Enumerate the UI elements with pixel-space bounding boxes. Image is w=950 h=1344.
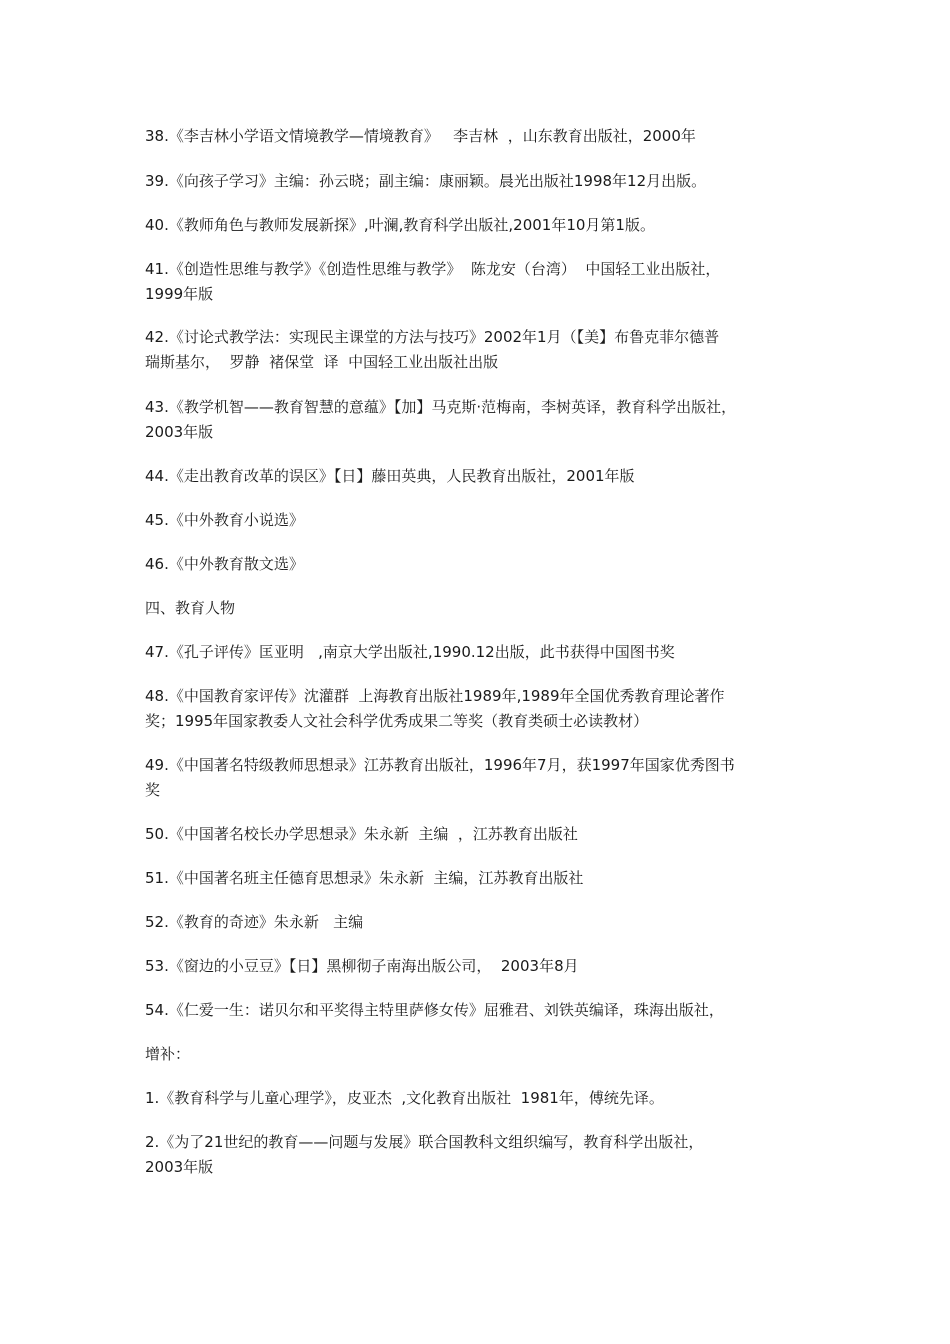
entry-49: 49.《中国著名特级教师思想录》江苏教育出版社，1996年7月，获1997年国家优秀图书 奖 (145, 756, 735, 799)
section-heading: 四、教育人物 (145, 599, 236, 617)
entry-46: 46.《中外教育散文选》 (145, 555, 304, 573)
entry-47: 47.《孔子评传》匡亚明 ,南京大学出版社,1990.12出版，此书获得中国图书奖 (145, 643, 675, 661)
entry-48: 48.《中国教育家评传》沈灌群 上海教育出版社1989年,1989年全国优秀教育理论著作 奖；1995年国家教委人文社会科学优秀成果二等奖（教育类硕士必读教材） (145, 687, 725, 730)
entry-40: 40.《教师角色与教师发展新探》,叶澜,教育科学出版社,2001年10月第1版。 (145, 216, 655, 234)
entry-38: 38.《李吉林小学语文情境教学—情境教育》 李吉林 ，山东教育出版社，2000年 (145, 127, 696, 145)
entry-39: 39.《向孩子学习》主编：孙云晓；副主编：康丽颖。晨光出版社1998年12月出版。 (145, 172, 707, 190)
entry-52: 52.《教育的奇迹》朱永新 主编 (145, 913, 364, 931)
supplement-entry-1: 1.《教育科学与儿童心理学》，皮亚杰 ,文化教育出版社 1981年，傅统先译。 (145, 1089, 664, 1107)
entry-44: 44.《走出教育改革的误区》【日】藤田英典，人民教育出版社，2001年版 (145, 467, 635, 485)
supplement-heading: 增补： (145, 1045, 191, 1063)
supplement-entry-2: 2.《为了21世纪的教育——问题与发展》联合国教科文组织编写，教育科学出版社， 2003年版 (145, 1133, 704, 1176)
entry-50: 50.《中国著名校长办学思想录》朱永新 主编 ，江苏教育出版社 (145, 825, 578, 843)
entry-54: 54.《仁爱一生：诺贝尔和平奖得主特里萨修女传》屈雅君、刘铁英编译，珠海出版社， (145, 1001, 724, 1019)
entry-51: 51.《中国著名班主任德育思想录》朱永新 主编，江苏教育出版社 (145, 869, 584, 887)
entry-42: 42.《讨论式教学法：实现民主课堂的方法与技巧》2002年1月（【美】布鲁克菲尔德普 瑞斯基尔， 罗静 褚保堂 译 中国轻工业出版社出版 (145, 328, 720, 371)
entry-43: 43.《教学机智——教育智慧的意蕴》【加】马克斯·范梅南，李树英译，教育科学出版社， 2003年版 (145, 398, 737, 441)
entry-41: 41.《创造性思维与教学》《创造性思维与教学》 陈龙安（台湾） 中国轻工业出版社， 1999年版 (145, 260, 721, 303)
entry-53: 53.《窗边的小豆豆》【日】黑柳彻子南海出版公司， 2003年8月 (145, 957, 579, 975)
entry-45: 45.《中外教育小说选》 (145, 511, 304, 529)
